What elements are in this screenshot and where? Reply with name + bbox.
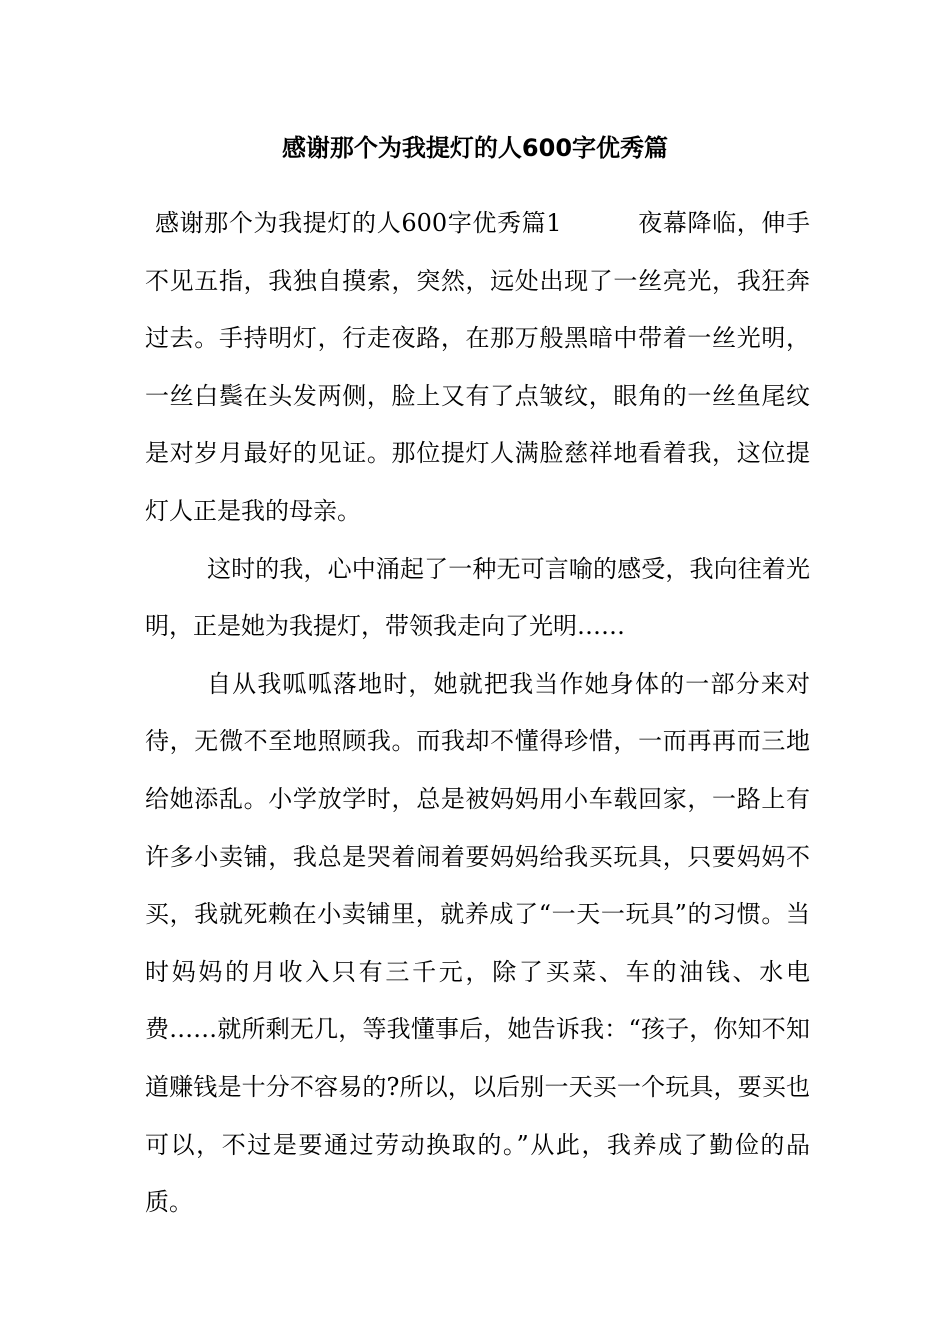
document-title: 感谢那个为我提灯的人600字优秀篇 bbox=[281, 134, 669, 162]
paragraph-3: 自从我呱呱落地时，她就把我当作她身体的一部分来对待，无微不至地照顾我。而我却不懂得珍惜，一而再再而三地给她添乱。小学放学时，总是被妈妈用小车载回家，一路上有许多小卖铺，我总是哭着闹着要妈妈给我买玩具，只要妈妈不买，我就死赖在小卖铺里，就养成了“一天一玩具”的习惯。当时妈妈的月收入只有三千元，除了买菜、车的油钱、水电费……就所剩无几，等我懂事后，她告诉我：“孩子，你知不知道赚钱是十分不容易的?所以，以后别一天买一个玩具，要买也可以，不过是要通过劳动换取的。”从此，我养成了勤俭的品质。 bbox=[145, 669, 810, 1217]
paragraph-2: 这时的我，心中涌起了一种无可言喻的感受，我向往着光明，正是她为我提灯，带领我走向了光明…… bbox=[145, 554, 810, 641]
paragraph-text: 夜幕降临，伸手不见五指，我独自摸索，突然，远处出现了一丝亮光，我狂奔过去。手持明灯，行走夜路，在那万般黑暗中带着一丝光明，一丝白鬓在头发两侧，脸上又有了点皱纹，眼角的一丝鱼尾纹是对岁月最好的见证。那位提灯人满脸慈祥地看着我，这位提灯人正是我的母亲。 bbox=[145, 209, 811, 525]
section-heading: 感谢那个为我提灯的人600字优秀篇1 bbox=[155, 209, 562, 237]
paragraph-1 bbox=[145, 195, 810, 541]
document-body bbox=[145, 195, 810, 1232]
